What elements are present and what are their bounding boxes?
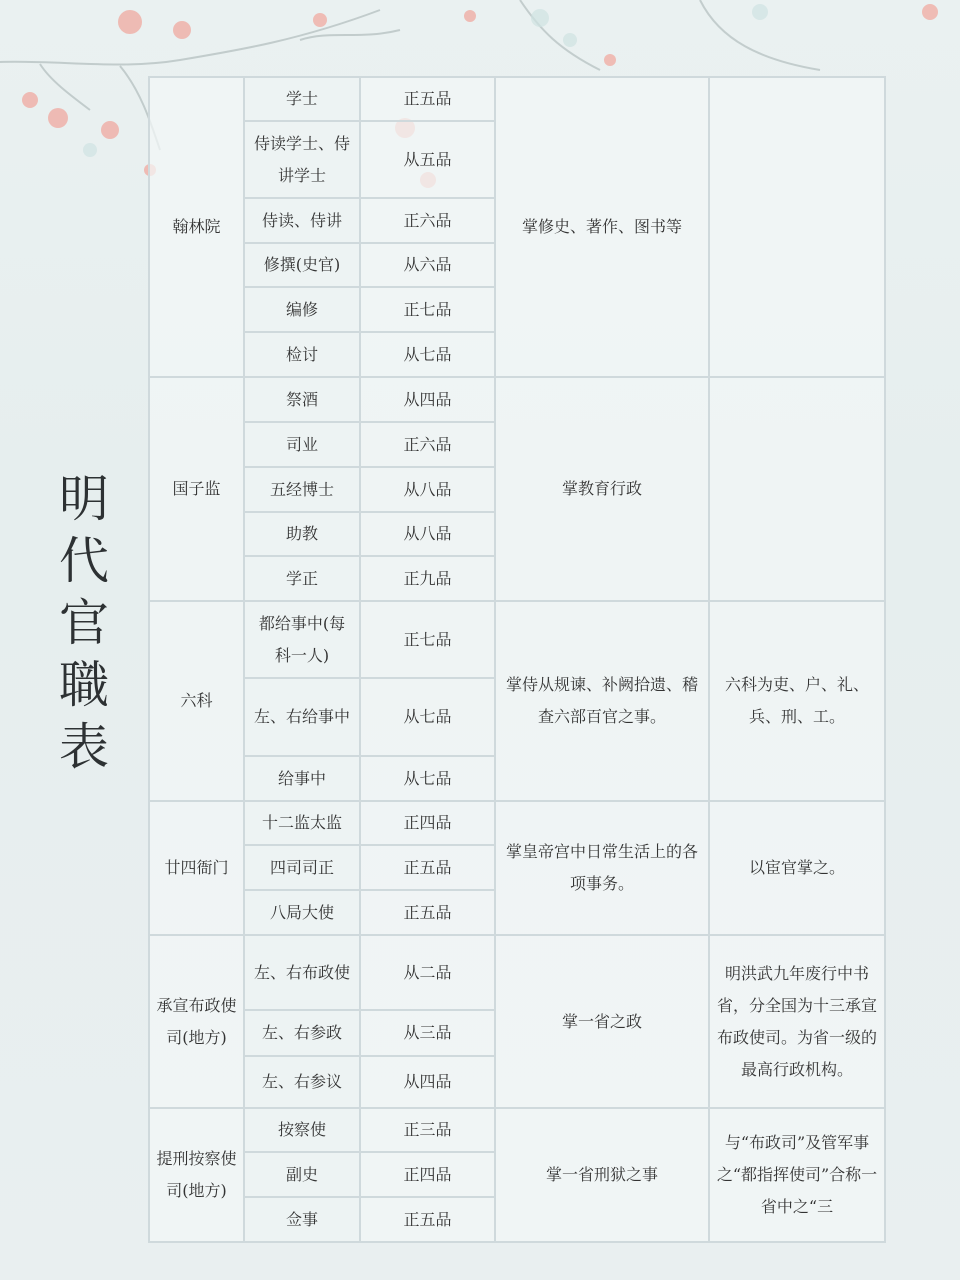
rank-cell: 从七品 <box>360 332 495 377</box>
office-cell: 承宣布政使司(地方) <box>149 935 244 1108</box>
office-cell: 廿四衙门 <box>149 801 244 935</box>
rank-cell: 从四品 <box>360 1056 495 1108</box>
position-cell: 祭酒 <box>244 377 360 422</box>
office-cell: 六科 <box>149 601 244 801</box>
position-cell: 都给事中(每科一人) <box>244 601 360 678</box>
position-cell: 左、右给事中 <box>244 678 360 756</box>
table-row <box>149 77 885 121</box>
position-cell: 司业 <box>244 422 360 467</box>
position-cell: 助教 <box>244 512 360 556</box>
office-cell: 国子监 <box>149 377 244 601</box>
rank-cell: 从六品 <box>360 243 495 287</box>
rank-cell: 从八品 <box>360 512 495 556</box>
description-cell: 掌一省刑狱之事 <box>495 1108 709 1242</box>
note-cell: 六科为吏、户、礼、兵、刑、工。 <box>709 601 885 801</box>
description-cell: 掌教育行政 <box>495 377 709 601</box>
rank-cell: 正六品 <box>360 198 495 243</box>
rank-cell: 正五品 <box>360 1197 495 1242</box>
description-cell: 掌修史、著作、图书等 <box>495 77 709 377</box>
description-cell: 掌皇帝宫中日常生活上的各项事务。 <box>495 801 709 935</box>
page-title-char: 表 <box>59 718 109 776</box>
note-cell <box>709 377 885 601</box>
position-cell: 副史 <box>244 1152 360 1197</box>
position-cell: 左、右参政 <box>244 1010 360 1056</box>
rank-cell: 正五品 <box>360 845 495 890</box>
rank-cell: 正五品 <box>360 77 495 121</box>
position-cell: 给事中 <box>244 756 360 801</box>
position-cell: 侍读学士、侍讲学士 <box>244 121 360 198</box>
page-title-char: 代 <box>59 532 109 590</box>
position-cell: 侍读、侍讲 <box>244 198 360 243</box>
position-cell: 检讨 <box>244 332 360 377</box>
rank-cell: 正三品 <box>360 1108 495 1152</box>
rank-cell: 从三品 <box>360 1010 495 1056</box>
rank-cell: 正七品 <box>360 287 495 332</box>
page-title <box>44 468 124 778</box>
position-cell: 八局大使 <box>244 890 360 935</box>
description-cell: 掌侍从规谏、补阙拾遗、稽查六部百官之事。 <box>495 601 709 801</box>
position-cell: 按察使 <box>244 1108 360 1152</box>
position-cell: 修撰(史官) <box>244 243 360 287</box>
table-row <box>149 601 885 678</box>
table-row <box>149 377 885 422</box>
page-title-char: 明 <box>59 470 109 528</box>
rank-cell: 从五品 <box>360 121 495 198</box>
note-cell: 以宦官掌之。 <box>709 801 885 935</box>
table-row <box>149 935 885 1010</box>
table-row <box>149 1108 885 1152</box>
rank-cell: 正九品 <box>360 556 495 601</box>
note-cell <box>709 77 885 377</box>
rank-cell: 正四品 <box>360 1152 495 1197</box>
position-cell: 五经博士 <box>244 467 360 512</box>
table-row <box>149 801 885 845</box>
official-ranks-table <box>148 76 886 1243</box>
page-title-char: 官 <box>59 594 109 652</box>
rank-cell: 正五品 <box>360 890 495 935</box>
rank-cell: 正七品 <box>360 601 495 678</box>
rank-cell: 从七品 <box>360 756 495 801</box>
rank-cell: 从七品 <box>360 678 495 756</box>
position-cell: 佥事 <box>244 1197 360 1242</box>
position-cell: 学士 <box>244 77 360 121</box>
position-cell: 学正 <box>244 556 360 601</box>
position-cell: 编修 <box>244 287 360 332</box>
rank-cell: 从四品 <box>360 377 495 422</box>
rank-cell: 正四品 <box>360 801 495 845</box>
page-title-char: 職 <box>59 656 109 714</box>
position-cell: 四司司正 <box>244 845 360 890</box>
note-cell: 与“布政司”及管军事之“都指挥使司”合称一省中之“三 <box>709 1108 885 1242</box>
note-cell: 明洪武九年废行中书省，分全国为十三承宣布政使司。为省一级的最高行政机构。 <box>709 935 885 1108</box>
rank-cell: 从二品 <box>360 935 495 1010</box>
office-cell: 提刑按察使司(地方) <box>149 1108 244 1242</box>
position-cell: 左、右参议 <box>244 1056 360 1108</box>
office-cell: 翰林院 <box>149 77 244 377</box>
description-cell: 掌一省之政 <box>495 935 709 1108</box>
position-cell: 左、右布政使 <box>244 935 360 1010</box>
rank-cell: 从八品 <box>360 467 495 512</box>
position-cell: 十二监太监 <box>244 801 360 845</box>
rank-cell: 正六品 <box>360 422 495 467</box>
